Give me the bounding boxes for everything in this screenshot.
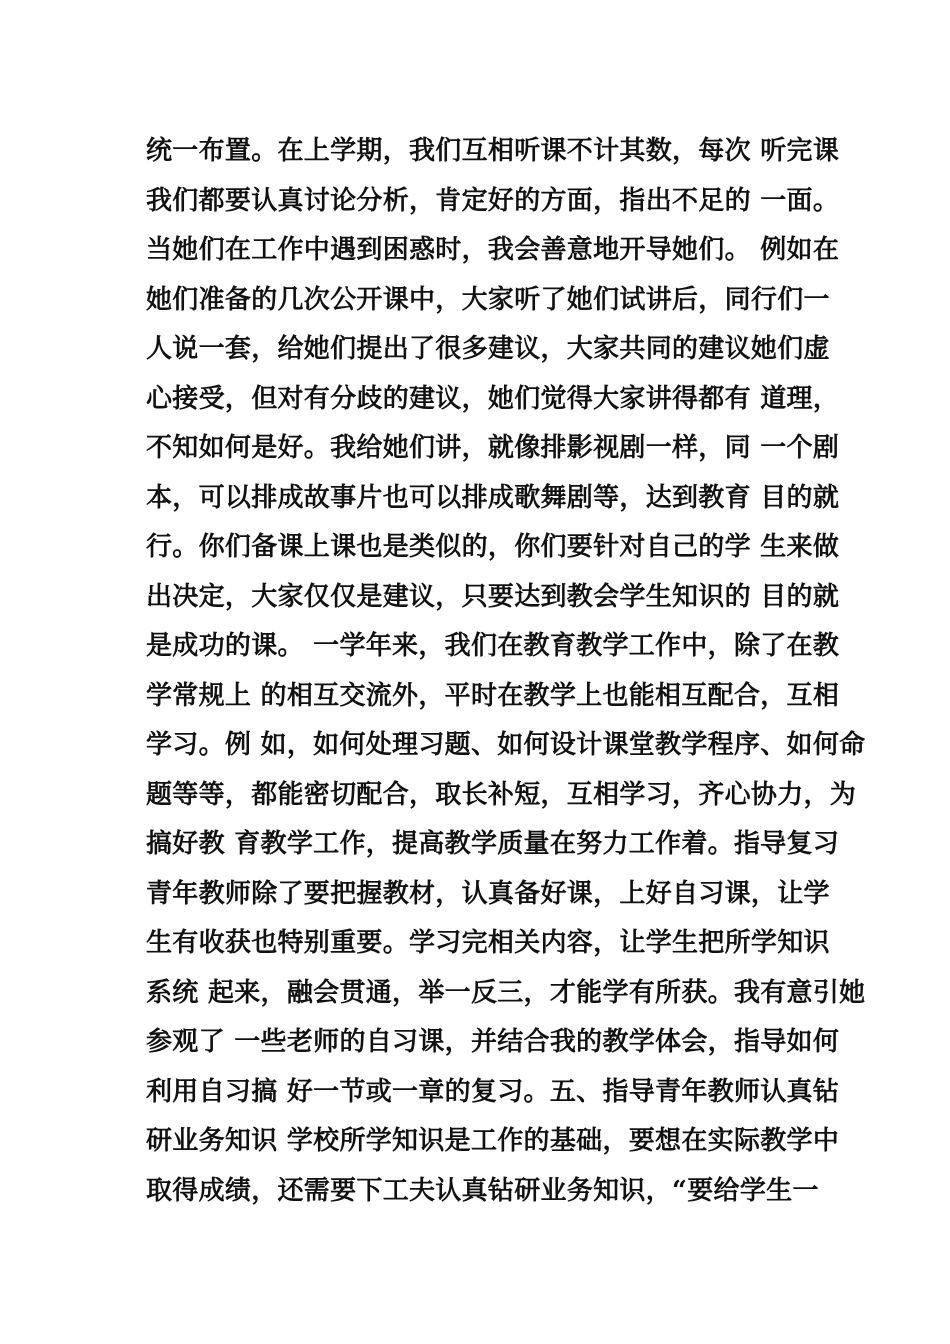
text-line-8: 本，可以排成故事片也可以排成歌舞剧等，达到教育 目的就: [146, 482, 840, 513]
text-line-5: 人说一套，给她们提出了很多建议，大家共同的建议她们虚: [146, 334, 830, 364]
text-line-22: 取得成绩，还需要下工夫认真钻研业务知识，“要给学生一: [146, 1175, 819, 1206]
text-line-18: 系统 起来，融会贯通，举一反三，才能学有所获。我有意引她: [146, 977, 866, 1008]
text-line-2: 我们都要认真讨论分析，肯定好的方面，指出不足的 一面。: [146, 185, 840, 216]
text-line-20: 利用自习搞 好一节或一章的复习。五、指导青年教师认真钻: [146, 1076, 840, 1107]
text-line-13: 学习。例 如，如何处理习题、如何设计课堂教学程序、如何命: [146, 730, 866, 760]
text-line-16: 青年教师除了要把握教材，认真备好课，上好自习课，让学: [146, 878, 830, 909]
text-line-15: 搞好教 育教学工作，提高教学质量在努力工作着。指导复习: [146, 829, 840, 859]
text-line-14: 题等等，都能密切配合，取长补短，互相学习，齐心协力，为: [146, 779, 857, 810]
text-line-1: 统一布置。在上学期，我们互相听课不计其数，每次 听完课: [146, 136, 840, 166]
text-line-19: 参观了 一些老师的自习课，并结合我的教学体会，指导如何: [146, 1027, 840, 1057]
text-line-3: 当她们在工作中遇到困惑时，我会善意地开导她们。 例如在: [146, 235, 840, 265]
text-line-7: 不知如何是好。我给她们讲，就像排影视剧一样，同 一个剧: [146, 433, 840, 463]
body-text: [146, 127, 866, 1216]
text-line-4: 她们准备的几次公开课中，大家听了她们试讲后，同行们一: [146, 284, 830, 315]
text-line-10: 出决定，大家仅仅是建议，只要达到教会学生知识的 目的就: [146, 581, 840, 612]
text-line-12: 学常规上 的相互交流外，平时在教学上也能相互配合，互相: [146, 680, 840, 711]
text-line-11: 是成功的课。 一学年来，我们在教育教学工作中，除了在教: [146, 631, 840, 661]
text-line-9: 行。你们备课上课也是类似的，你们要针对自己的学 生来做: [146, 532, 840, 562]
text-line-6: 心接受，但对有分歧的建议，她们觉得大家讲得都有 道理，: [146, 383, 840, 414]
text-line-21: 研业务知识 学校所学知识是工作的基础，要想在实际教学中: [146, 1126, 840, 1156]
text-line-17: 生有收获也特别重要。学习完相关内容，让学生把所学知识: [146, 928, 830, 958]
